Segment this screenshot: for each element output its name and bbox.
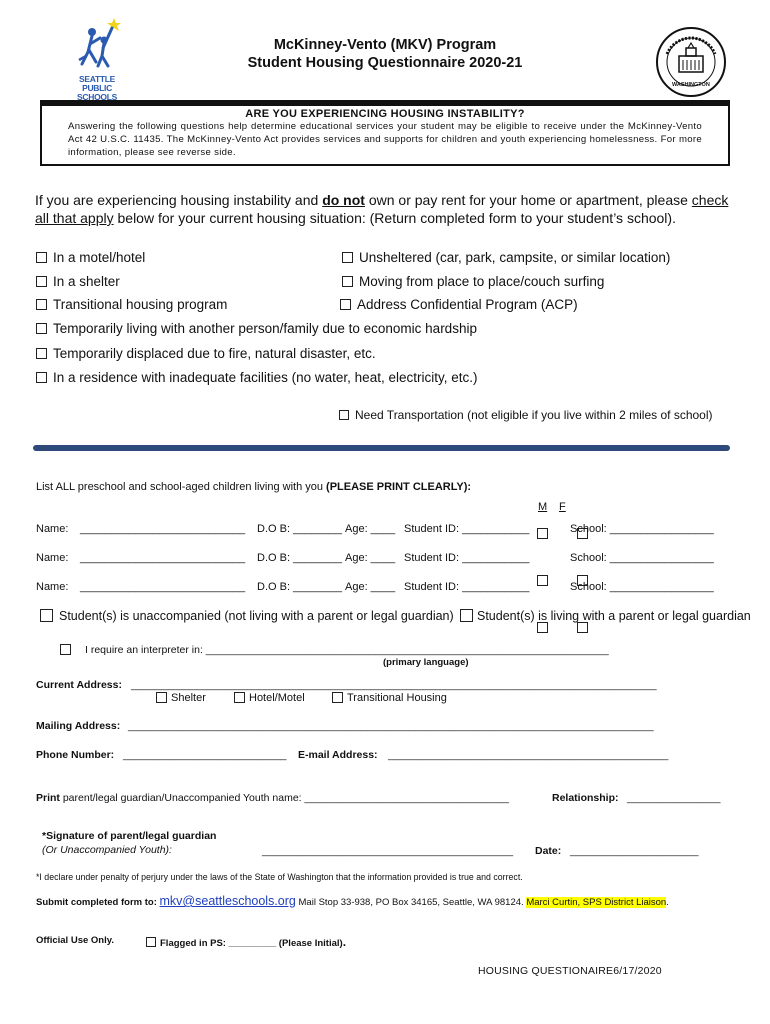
relationship-field[interactable]: ________________ (627, 792, 721, 804)
children-intro-text: List ALL preschool and school-aged children living with you (36, 481, 327, 493)
child-id-field[interactable]: Student ID: ___________ (404, 581, 530, 593)
banner-body: Answering the following questions help determine educational services your student may be eligible to receive under the McKinney-Vento Act 42 U.S.C. 11435. The McKinney-Vento Act provides services and supports for children and youth experiencing homelessness. For more information, please see reverse side. (68, 121, 702, 158)
option-shelter[interactable] (36, 274, 120, 289)
interpreter-label: I require an interpreter in: _____________________________________________________________________ (85, 644, 609, 656)
mailing-address-field[interactable]: __________________________________________________________________________________________ (128, 720, 654, 732)
mailing-address-label: Mailing Address: (36, 720, 121, 732)
status-unaccompanied-label: Student(s) is unaccompanied (not living with a parent or legal guardian) (59, 609, 454, 623)
option-acp[interactable] (340, 297, 578, 312)
checkbox-acp[interactable] (340, 299, 351, 310)
child-name-label: Name: (36, 581, 69, 593)
checkbox-interpreter[interactable] (60, 644, 71, 655)
form-title-1: McKinney-Vento (MKV) Program (273, 37, 497, 53)
signature-sub: (Or Unaccompanied Youth): (42, 844, 172, 856)
checkbox-inadequate[interactable] (36, 372, 47, 383)
print-rest: parent/legal guardian/Unaccompanied Youth name: ___________________________________ (59, 792, 509, 804)
option-shelter-label: In a shelter (53, 274, 120, 289)
form-title-2: Student Housing Questionnaire 2020-21 (247, 55, 523, 71)
relationship-label: Relationship: (552, 792, 619, 804)
date-label: Date: (535, 845, 562, 857)
option-motel[interactable] (36, 250, 145, 265)
signature-field[interactable]: ___________________________________________ (262, 845, 514, 857)
lead-part1: If you are experiencing housing instability and (35, 192, 323, 208)
option-unsheltered[interactable] (342, 250, 670, 265)
child-dob-field[interactable]: D.O B: ________ (257, 581, 343, 593)
option-motel-label: In a motel/hotel (53, 250, 146, 265)
seal-text: WASHINGTON (672, 82, 710, 88)
option-unsheltered-label: Unsheltered (car, park, campsite, or similar location) (359, 250, 671, 265)
checkbox-male[interactable] (537, 622, 548, 633)
perjury-declaration: *I declare under penalty of perjury under the laws of the State of Washington that the information provided is true and correct. (36, 872, 523, 882)
child-name-field[interactable]: ___________________________ (80, 523, 246, 535)
child-name-label: Name: (36, 552, 69, 564)
info-banner (40, 100, 730, 166)
checkbox-temp-displaced[interactable] (36, 348, 47, 359)
option-temp-displaced-label: Temporarily displaced due to fire, natural disaster, etc. (53, 346, 376, 361)
print-name-row[interactable] (36, 792, 509, 804)
checkbox-unsheltered[interactable] (342, 252, 353, 263)
option-inadequate[interactable] (36, 370, 477, 385)
official-flagged-label: Flagged in PS: _________ (Please Initial) (160, 938, 343, 949)
date-field[interactable]: ______________________ (570, 845, 699, 857)
checkbox-addr-transitional[interactable] (332, 692, 343, 703)
child-age-field[interactable]: Age: ____ (345, 523, 396, 535)
option-inadequate-label: In a residence with inadequate facilities (no water, heat, electricity, etc.) (53, 370, 478, 385)
addr-shelter[interactable] (156, 692, 206, 704)
checkbox-flagged[interactable] (146, 937, 156, 947)
children-intro (36, 481, 471, 493)
child-age-field[interactable]: Age: ____ (345, 552, 396, 564)
checkbox-moving[interactable] (342, 276, 353, 287)
addr-hotel[interactable] (234, 692, 305, 704)
lead-part3: below for your current housing situation: (Return completed form to your student’s school). (113, 210, 676, 226)
addr-shelter-label: Shelter (171, 692, 206, 704)
email-field[interactable]: ________________________________________________ (388, 749, 669, 761)
option-transitional-label: Transitional housing program (53, 297, 228, 312)
checkbox-female[interactable] (577, 622, 588, 633)
checkbox-transitional[interactable] (36, 299, 47, 310)
option-acp-label: Address Confidential Program (ACP) (357, 297, 578, 312)
lead-paragraph (35, 191, 745, 227)
gender-m-header: M (538, 501, 548, 513)
option-moving-label: Moving from place to place/couch surfing (359, 274, 605, 289)
child-school-field[interactable]: School: _________________ (570, 552, 714, 564)
checkbox-addr-shelter[interactable] (156, 692, 167, 703)
status-with-parent[interactable] (460, 609, 751, 623)
phone-label: Phone Number: (36, 749, 115, 761)
child-name-field[interactable]: ___________________________ (80, 581, 246, 593)
signature-label: *Signature of parent/legal guardian (42, 830, 217, 842)
checkbox-addr-hotel[interactable] (234, 692, 245, 703)
state-seal (655, 26, 727, 98)
interpreter-row[interactable] (60, 644, 609, 656)
banner-heading: ARE YOU EXPERIENCING HOUSING INSTABILITY? (245, 108, 525, 120)
child-school-field[interactable]: School: _________________ (570, 523, 714, 535)
checkbox-shelter[interactable] (36, 276, 47, 287)
official-use-label: Official Use Only. (36, 935, 114, 946)
option-moving[interactable] (342, 274, 604, 289)
status-with-parent-label: Student(s) is living with a parent or legal guardian (477, 609, 751, 623)
logo-text-1: SEATTLE (79, 74, 115, 84)
children-intro-bold: (PLEASE PRINT CLEARLY): (326, 481, 472, 493)
child-dob-field[interactable]: D.O B: ________ (257, 523, 343, 535)
submit-liaison: Marci Curtin, SPS District Liaison (526, 897, 667, 908)
checkbox-with-parent[interactable] (460, 609, 473, 622)
child-id-field[interactable]: Student ID: ___________ (404, 552, 530, 564)
logo-text-3: SCHOOLS (77, 92, 117, 102)
lead-do-not: do not (322, 192, 365, 208)
option-temp-displaced[interactable] (36, 346, 376, 361)
gender-f-header: F (559, 501, 566, 513)
checkbox-male[interactable] (537, 528, 548, 539)
submit-label: Submit completed form to: (36, 897, 157, 908)
lead-part2: own or pay rent for your home or apartment, please (364, 192, 692, 208)
official-period: . (342, 935, 347, 949)
checkbox-temp-living[interactable] (36, 323, 47, 334)
current-address-field[interactable]: __________________________________________________________________________________________ (131, 679, 657, 691)
email-label: E-mail Address: (298, 749, 378, 761)
section-divider (33, 445, 730, 451)
submit-period: . (666, 897, 669, 908)
addr-hotel-label: Hotel/Motel (249, 692, 305, 704)
official-flagged[interactable] (146, 935, 346, 949)
submit-email-link[interactable]: mkv@seattleschools.org (159, 894, 296, 908)
child-dob-field[interactable]: D.O B: ________ (257, 552, 343, 564)
addr-transitional-label: Transitional Housing (347, 692, 447, 704)
status-unaccompanied[interactable] (40, 609, 454, 623)
addr-transitional[interactable] (332, 692, 447, 704)
option-transitional[interactable] (36, 297, 227, 312)
logo-text-2: PUBLIC (82, 83, 112, 93)
footer-version: HOUSING QUESTIONAIRE6/17/2020 (478, 965, 662, 977)
option-transportation[interactable] (339, 408, 713, 422)
checkbox-unaccompanied[interactable] (40, 609, 53, 622)
checkbox-motel[interactable] (36, 252, 47, 263)
child-name-label: Name: (36, 523, 69, 535)
lead-check-all: check all that apply (35, 192, 729, 226)
submit-row (36, 894, 669, 908)
submit-address: Mail Stop 33-938, PO Box 34165, Seattle, WA 98124. (295, 897, 524, 908)
current-address-label: Current Address: (36, 679, 122, 691)
interpreter-sub: (primary language) (383, 657, 469, 668)
option-transportation-label: Need Transportation (not eligible if you live within 2 miles of school) (355, 408, 713, 422)
child-age-field[interactable]: Age: ____ (345, 581, 396, 593)
phone-field[interactable]: ____________________________ (123, 749, 287, 761)
option-temp-living-label: Temporarily living with another person/family due to economic hardship (53, 321, 477, 336)
child-name-field[interactable]: ___________________________ (80, 552, 246, 564)
checkbox-male[interactable] (537, 575, 548, 586)
child-id-field[interactable]: Student ID: ___________ (404, 523, 530, 535)
print-bold: Print (36, 792, 60, 804)
checkbox-transportation[interactable] (339, 410, 349, 420)
option-temp-living[interactable] (36, 321, 477, 336)
child-school-field[interactable]: School: _________________ (570, 581, 714, 593)
